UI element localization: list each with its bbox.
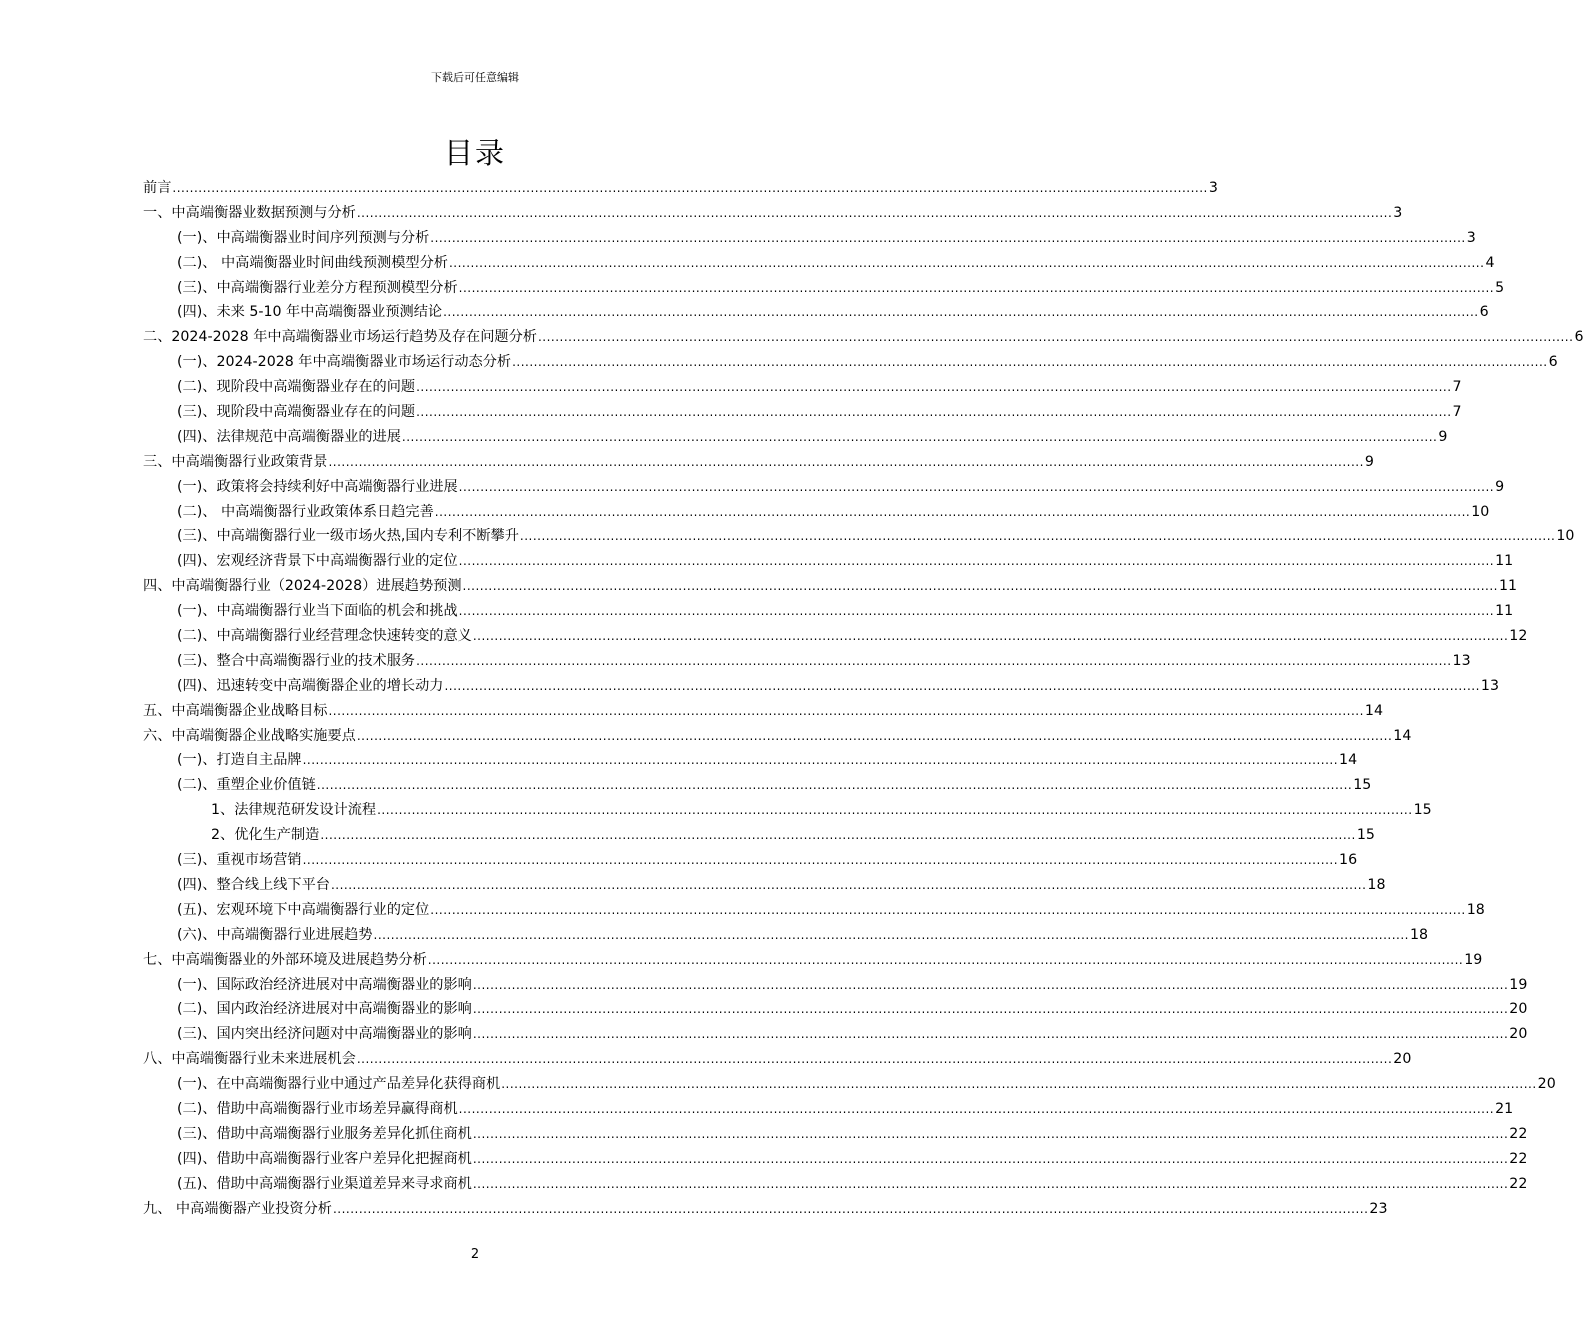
toc-entry-page: 16 — [1339, 852, 1358, 869]
toc-leader-dots — [463, 574, 1498, 599]
table-of-contents — [143, 176, 1583, 1221]
toc-entry[interactable] — [143, 226, 1476, 251]
toc-entry-page: 3 — [1208, 180, 1218, 196]
toc-entry-text: (三)、中高端衡器行业差分方程预测模型分析 — [177, 279, 458, 296]
toc-entry-text: (一)、打造自主品牌 — [177, 752, 302, 769]
toc-leader-dots — [444, 674, 1479, 699]
toc-entry-text: (一)、国际政治经济进展对中高端衡器业的影响 — [177, 976, 472, 993]
toc-entry-page: 4 — [1485, 254, 1495, 271]
toc-entry-text: 九、 中高端衡器产业投资分析 — [143, 1200, 332, 1217]
toc-leader-dots — [333, 1197, 1368, 1222]
toc-entry-page: 9 — [1495, 478, 1505, 495]
toc-entry-page: 11 — [1495, 553, 1514, 570]
toc-leader-dots — [416, 649, 1451, 674]
toc-leader-dots — [473, 1022, 1508, 1047]
toc-leader-dots — [328, 450, 1363, 475]
toc-entry-page: 21 — [1495, 1100, 1514, 1117]
toc-leader-dots — [459, 276, 1494, 301]
toc-entry-text: 八、中高端衡器行业未来进展机会 — [143, 1051, 356, 1068]
toc-entry-text: (四)、借助中高端衡器行业客户差异化把握商机 — [177, 1150, 472, 1167]
toc-entry[interactable] — [143, 524, 1575, 549]
toc-leader-dots — [473, 1172, 1508, 1197]
toc-entry-text: (一)、在中高端衡器行业中通过产品差异化获得商机 — [177, 1076, 501, 1093]
toc-entry[interactable] — [143, 325, 1583, 350]
toc-entry-text: (四)、法律规范中高端衡器业的进展 — [177, 428, 401, 445]
toc-entry[interactable] — [143, 425, 1448, 450]
toc-entry-text: (二)、借助中高端衡器行业市场差异赢得商机 — [177, 1100, 458, 1117]
toc-entry[interactable] — [143, 848, 1358, 873]
toc-leader-dots — [430, 226, 1465, 251]
toc-entry[interactable] — [143, 649, 1471, 674]
toc-leader-dots — [317, 773, 1352, 798]
toc-entry[interactable] — [143, 948, 1483, 973]
toc-leader-dots — [512, 350, 1547, 375]
toc-entry-page: 20 — [1509, 1001, 1528, 1018]
toc-entry-page: 11 — [1499, 578, 1518, 595]
toc-entry-page: 10 — [1471, 503, 1490, 520]
toc-entry-page: 18 — [1466, 901, 1485, 918]
toc-entry[interactable] — [143, 1072, 1556, 1097]
toc-entry[interactable] — [143, 201, 1403, 226]
toc-entry[interactable] — [143, 674, 1499, 699]
toc-entry-text: (二)、重塑企业价值链 — [177, 777, 316, 794]
toc-entry[interactable] — [143, 798, 1432, 823]
toc-entry-text: 2、优化生产制造 — [211, 827, 320, 844]
toc-entry-text: (三)、现阶段中高端衡器业存在的问题 — [177, 404, 416, 421]
toc-entry[interactable] — [143, 176, 1218, 201]
toc-entry[interactable] — [143, 997, 1528, 1022]
toc-entry-text: 七、中高端衡器业的外部环境及进展趋势分析 — [143, 951, 427, 968]
toc-entry[interactable] — [143, 400, 1462, 425]
toc-entry-page: 9 — [1438, 428, 1448, 445]
toc-leader-dots — [435, 500, 1470, 525]
toc-leader-dots — [449, 251, 1484, 276]
toc-entry-text: (五)、借助中高端衡器行业渠道差异来寻求商机 — [177, 1175, 472, 1192]
toc-entry-text: (六)、中高端衡器行业进展趋势 — [177, 926, 373, 943]
toc-entry-page: 10 — [1556, 528, 1575, 545]
toc-entry-text: 三、中高端衡器行业政策背景 — [143, 453, 328, 470]
toc-entry[interactable] — [143, 1122, 1528, 1147]
toc-leader-dots — [172, 176, 1207, 201]
toc-entry-text: 1、法律规范研发设计流程 — [211, 802, 377, 819]
toc-entry[interactable] — [143, 624, 1528, 649]
toc-entry[interactable] — [143, 973, 1528, 998]
toc-entry[interactable] — [143, 450, 1374, 475]
toc-entry-page: 20 — [1537, 1076, 1556, 1093]
toc-entry-page: 18 — [1409, 926, 1429, 943]
toc-entry-text: (四)、未来 5-10 年中高端衡器业预测结论 — [177, 304, 443, 321]
toc-leader-dots — [459, 549, 1494, 574]
toc-entry-text: 六、中高端衡器企业战略实施要点 — [143, 727, 356, 744]
toc-entry-text: (三)、借助中高端衡器行业服务差异化抓住商机 — [177, 1125, 472, 1142]
toc-entry[interactable] — [143, 1047, 1412, 1072]
toc-entry[interactable] — [143, 599, 1514, 624]
toc-entry-page: 18 — [1367, 876, 1386, 893]
toc-entry-page: 19 — [1464, 951, 1483, 968]
toc-entry[interactable] — [143, 1147, 1528, 1172]
toc-entry-page: 9 — [1364, 453, 1374, 470]
toc-entry-text: 前言 — [143, 180, 172, 196]
toc-entry[interactable] — [143, 375, 1462, 400]
toc-leader-dots — [377, 798, 1412, 823]
toc-entry-text: (四)、宏观经济背景下中高端衡器行业的定位 — [177, 553, 458, 570]
toc-entry[interactable] — [143, 823, 1375, 848]
toc-entry-page: 6 — [1574, 329, 1583, 346]
toc-leader-dots — [443, 300, 1478, 325]
toc-entry-text: (二)、国内政治经济进展对中高端衡器业的影响 — [177, 1001, 472, 1018]
toc-entry-text: (二)、 中高端衡器业时间曲线预测模型分析 — [177, 254, 448, 271]
toc-leader-dots — [416, 375, 1451, 400]
toc-leader-dots — [459, 1097, 1494, 1122]
toc-leader-dots — [473, 624, 1508, 649]
toc-leader-dots — [473, 973, 1508, 998]
toc-leader-dots — [473, 1122, 1508, 1147]
toc-entry[interactable] — [143, 873, 1386, 898]
toc-leader-dots — [473, 1147, 1508, 1172]
toc-entry-page: 11 — [1495, 603, 1514, 620]
page-header-note: 下载后可任意编辑 — [431, 71, 519, 84]
toc-entry[interactable] — [143, 300, 1489, 325]
toc-entry[interactable] — [143, 500, 1490, 525]
toc-leader-dots — [328, 699, 1363, 724]
toc-leader-dots — [320, 823, 1355, 848]
toc-leader-dots — [501, 1072, 1536, 1097]
toc-entry-page: 15 — [1413, 802, 1432, 819]
toc-leader-dots — [357, 724, 1392, 749]
toc-entry-text: 五、中高端衡器企业战略目标 — [143, 702, 328, 719]
toc-entry-text: (一)、政策将会持续利好中高端衡器行业进展 — [177, 478, 458, 495]
toc-entry-page: 22 — [1509, 1175, 1528, 1192]
toc-entry-page: 15 — [1356, 827, 1375, 844]
toc-entry[interactable] — [143, 898, 1485, 923]
toc-entry-text: 一、中高端衡器业数据预测与分析 — [143, 204, 356, 221]
toc-leader-dots — [459, 475, 1494, 500]
toc-entry-page: 14 — [1393, 727, 1412, 744]
toc-entry-page: 22 — [1509, 1150, 1528, 1167]
toc-entry-text: (二)、 中高端衡器行业政策体系日趋完善 — [177, 503, 434, 520]
toc-entry-page: 20 — [1393, 1051, 1412, 1068]
toc-entry-page: 13 — [1452, 652, 1471, 669]
toc-entry[interactable] — [143, 251, 1495, 276]
toc-entry-page: 6 — [1548, 354, 1558, 371]
toc-leader-dots — [430, 898, 1465, 923]
toc-entry-text: (二)、现阶段中高端衡器业存在的问题 — [177, 379, 416, 396]
toc-entry-text: (三)、整合中高端衡器行业的技术服务 — [177, 652, 416, 669]
toc-leader-dots — [473, 997, 1508, 1022]
toc-entry[interactable] — [143, 923, 1429, 948]
toc-entry-page: 19 — [1509, 976, 1528, 993]
page-number: 2 — [470, 1247, 480, 1262]
toc-entry-page: 3 — [1393, 204, 1403, 221]
toc-title: 目录 — [443, 136, 506, 170]
toc-entry-text: (一)、2024-2028 年中高端衡器业市场运行动态分析 — [177, 354, 512, 371]
toc-leader-dots — [303, 748, 1338, 773]
toc-leader-dots — [428, 948, 1463, 973]
toc-entry-text: (三)、中高端衡器行业一级市场火热,国内专利不断攀升 — [177, 528, 519, 545]
toc-entry-text: (三)、重视市场营销 — [177, 852, 302, 869]
toc-entry-page: 7 — [1452, 404, 1462, 421]
toc-entry-page: 14 — [1364, 702, 1383, 719]
toc-entry-page: 5 — [1495, 279, 1505, 296]
toc-leader-dots — [520, 524, 1555, 549]
toc-entry-text: (三)、国内突出经济问题对中高端衡器业的影响 — [177, 1026, 472, 1043]
toc-leader-dots — [374, 923, 1409, 948]
toc-entry-page: 15 — [1353, 777, 1372, 794]
toc-entry-text: (一)、中高端衡器业时间序列预测与分析 — [177, 229, 430, 246]
toc-entry[interactable] — [143, 773, 1372, 798]
toc-entry-text: (二)、中高端衡器行业经营理念快速转变的意义 — [177, 628, 472, 645]
toc-entry[interactable] — [143, 549, 1514, 574]
toc-leader-dots — [357, 1047, 1392, 1072]
toc-entry[interactable] — [143, 724, 1412, 749]
toc-leader-dots — [303, 848, 1338, 873]
toc-leader-dots — [538, 325, 1573, 350]
toc-entry-page: 22 — [1509, 1125, 1528, 1142]
toc-entry-text: 二、2024-2028 年中高端衡器业市场运行趋势及存在问题分析 — [143, 329, 537, 346]
toc-entry-page: 7 — [1452, 379, 1462, 396]
toc-leader-dots — [402, 425, 1437, 450]
toc-entry-text: (四)、整合线上线下平台 — [177, 876, 330, 893]
toc-leader-dots — [416, 400, 1451, 425]
toc-entry-text: (四)、迅速转变中高端衡器企业的增长动力 — [177, 677, 444, 694]
toc-entry-page: 13 — [1480, 677, 1499, 694]
toc-entry[interactable] — [143, 475, 1505, 500]
toc-entry-page: 6 — [1479, 304, 1489, 321]
toc-entry[interactable] — [143, 748, 1358, 773]
toc-entry-text: 四、中高端衡器行业（2024-2028）进展趋势预测 — [143, 578, 462, 595]
toc-entry[interactable] — [143, 1172, 1528, 1197]
toc-leader-dots — [331, 873, 1366, 898]
toc-entry-text: (一)、中高端衡器行业当下面临的机会和挑战 — [177, 603, 458, 620]
toc-entry[interactable] — [143, 276, 1505, 301]
toc-entry-page: 14 — [1339, 752, 1358, 769]
toc-entry-page: 20 — [1509, 1026, 1528, 1043]
toc-entry-page: 3 — [1466, 229, 1476, 246]
toc-entry[interactable] — [143, 1197, 1388, 1222]
toc-entry-page: 12 — [1509, 628, 1528, 645]
toc-entry-text: (五)、宏观环境下中高端衡器行业的定位 — [177, 901, 430, 918]
toc-leader-dots — [357, 201, 1392, 226]
toc-entry[interactable] — [143, 699, 1383, 724]
toc-entry[interactable] — [143, 574, 1518, 599]
toc-leader-dots — [459, 599, 1494, 624]
toc-entry-page: 23 — [1369, 1200, 1388, 1217]
toc-entry[interactable] — [143, 350, 1558, 375]
toc-entry[interactable] — [143, 1022, 1528, 1047]
toc-entry[interactable] — [143, 1097, 1514, 1122]
